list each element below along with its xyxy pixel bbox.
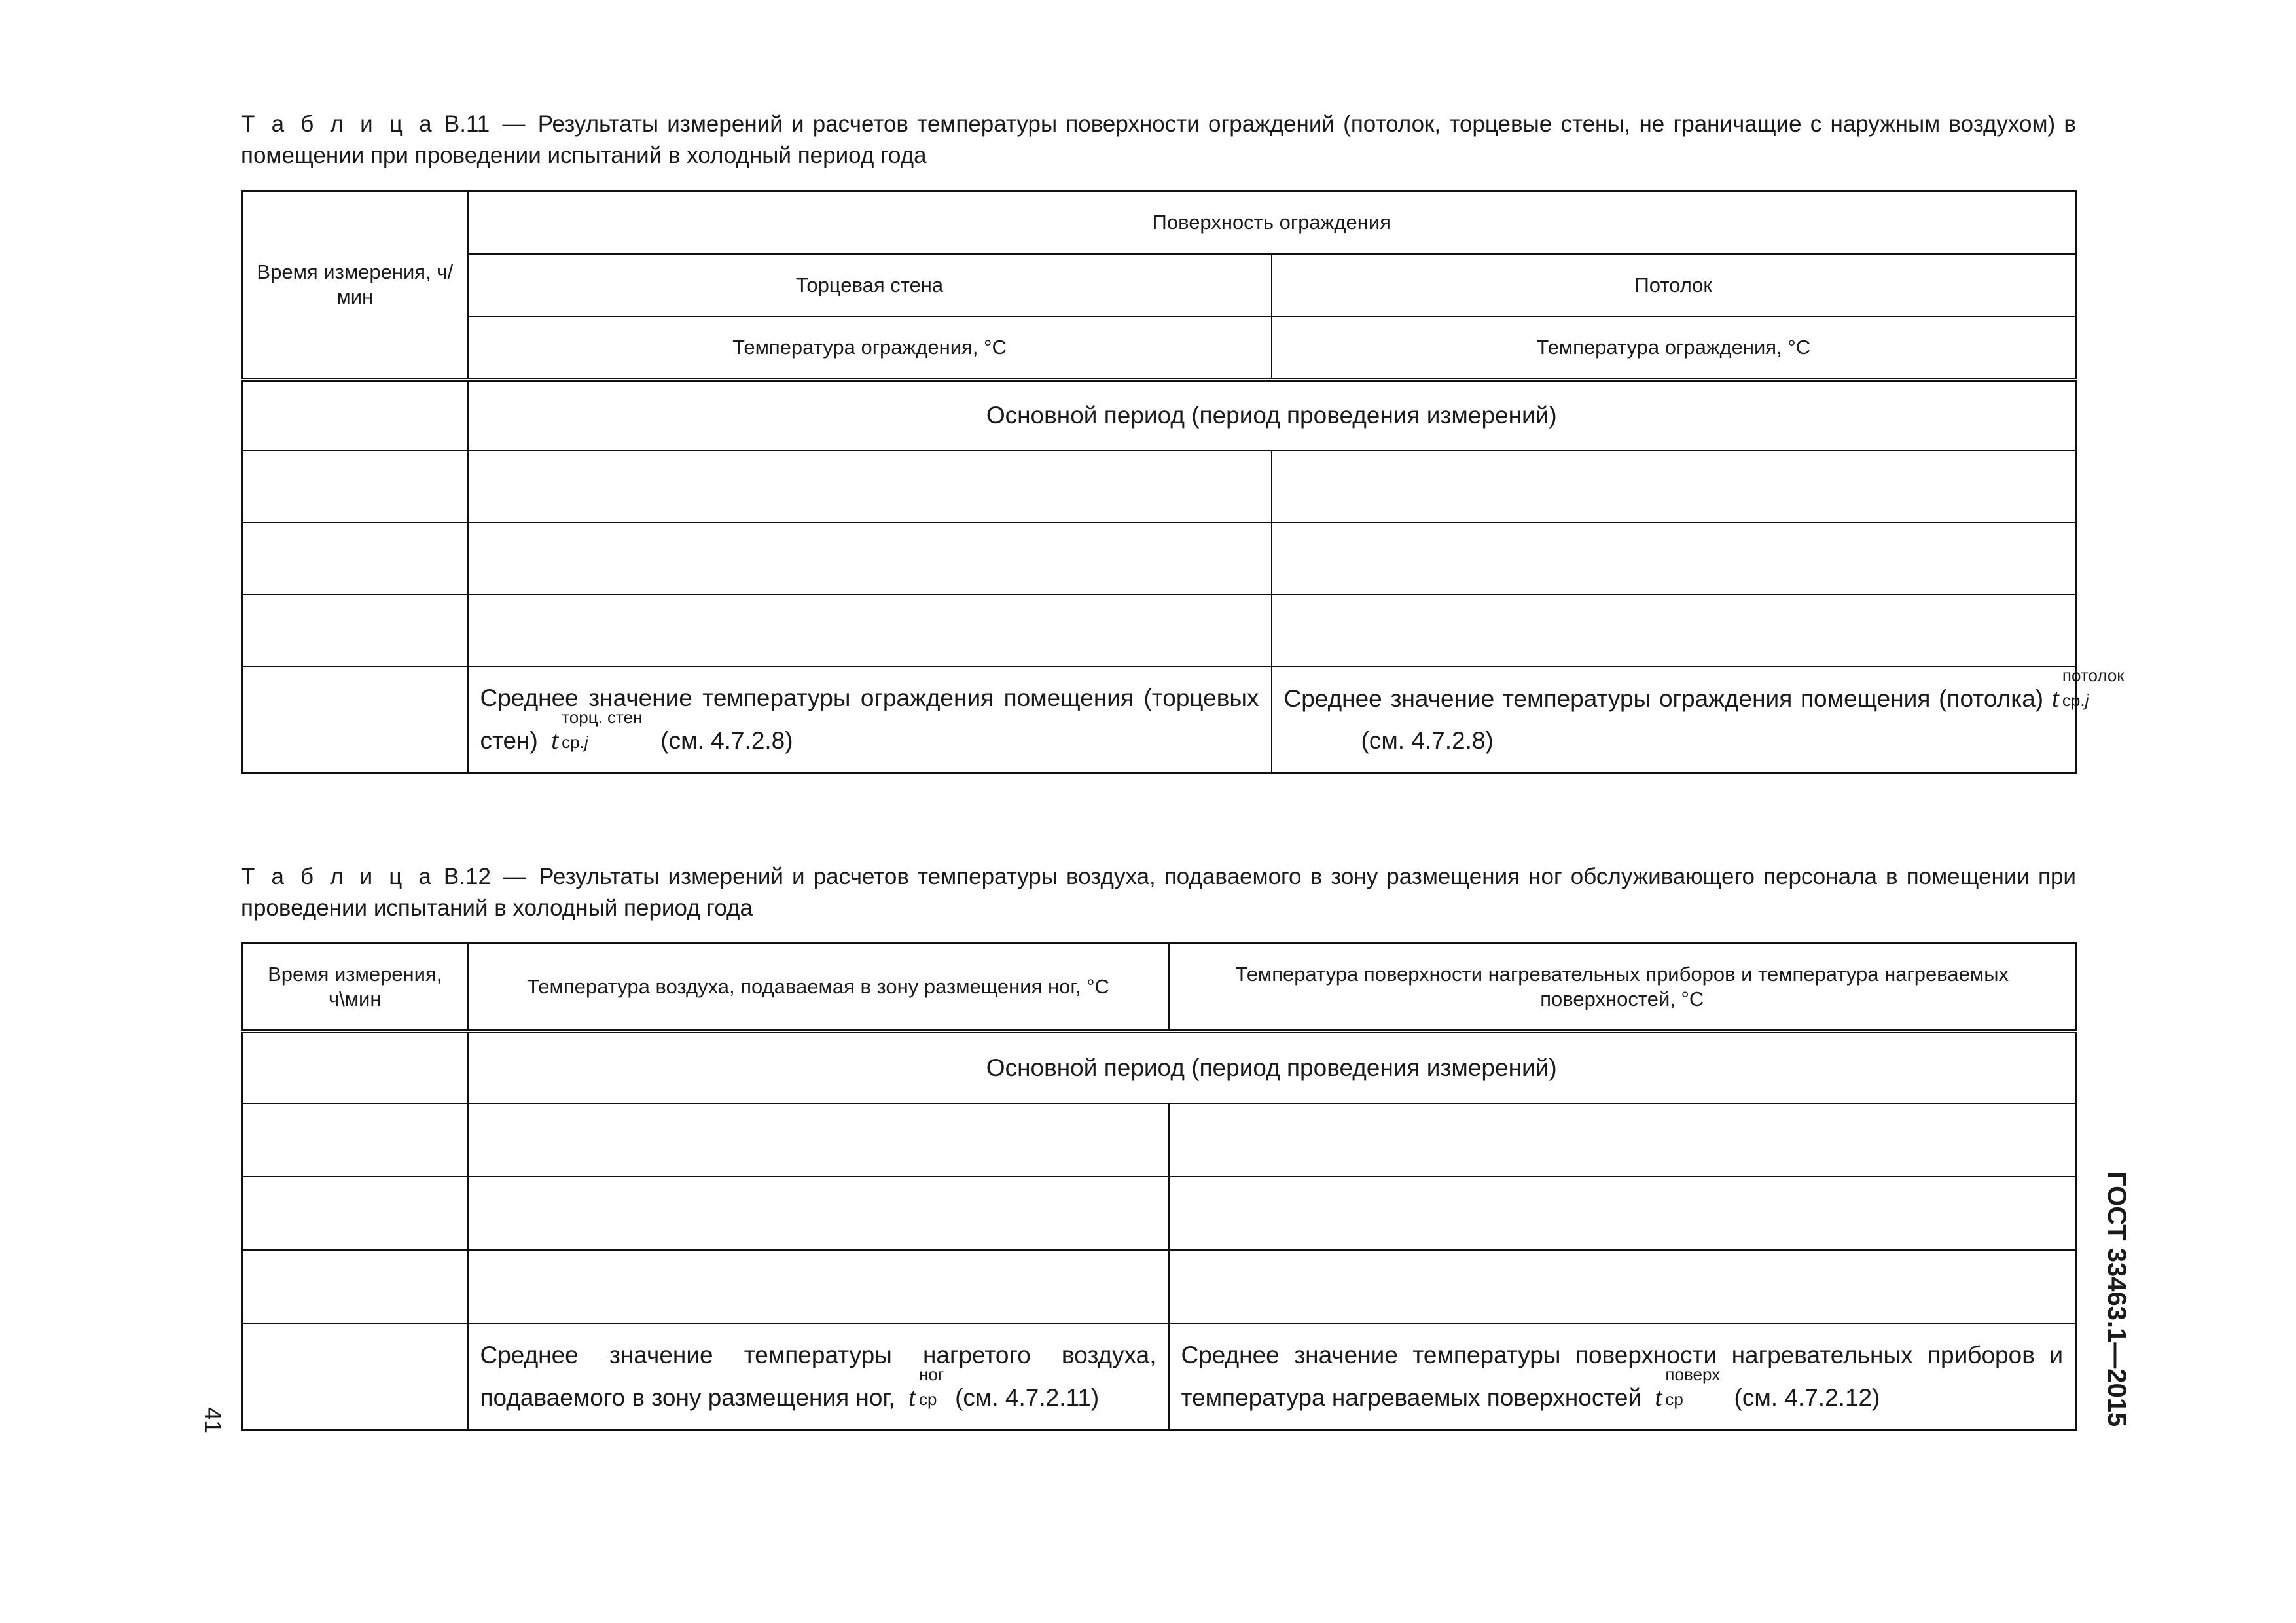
header-surface-temp: Температура поверхности нагревательных приборов и температура нагреваемых поверхностей, °С (1169, 944, 2076, 1031)
table-cell (242, 666, 468, 774)
table-row (242, 450, 2076, 522)
table-cell (1272, 450, 2076, 522)
table-cell (468, 1103, 1169, 1177)
table-row (242, 522, 2076, 594)
table-number: В.12 (443, 864, 491, 889)
avg-wall-text: Среднее значение температуры ограждения помещения (торцевых стен) (480, 684, 1259, 754)
table-cell (1272, 522, 2076, 594)
avg-wall-ref: (см. 4.7.2.8) (660, 726, 793, 754)
avg-wall-cell (468, 666, 1272, 774)
table-cell (242, 450, 468, 522)
avg-ceiling-cell (1272, 665, 2125, 774)
header-time: Время измерения, ч/мин (242, 191, 468, 380)
header-ceiling-temp: Температура ограждения, °С (1272, 317, 2076, 380)
table-cell (468, 594, 1272, 666)
avg-wall-symbol: t торц. стен ср.j (551, 707, 643, 755)
table-cell (1169, 1177, 2076, 1250)
period-label: Основной период (период проведения измерений) (468, 380, 2076, 450)
table-cell (242, 380, 468, 450)
header-air-temp: Температура воздуха, подаваемая в зону размещения ног, °С (468, 944, 1169, 1031)
table-cell (242, 522, 468, 594)
table-cell (1169, 1250, 2076, 1323)
table-cell (468, 1177, 1169, 1250)
avg-ceiling-ref: (см. 4.7.2.8) (1361, 726, 1494, 754)
avg-air-symbol: t ног ср (908, 1364, 944, 1412)
table-cell (242, 1177, 468, 1250)
header-surface: Поверхность ограждения (468, 191, 2076, 254)
avg-surface-text: Среднее значение температуры поверхности нагревательных приборов и температура нагреваемых поверхностей (1181, 1341, 2063, 1411)
table-cell (1169, 1103, 2076, 1177)
avg-air-cell (468, 1323, 1169, 1431)
table-cell (242, 1031, 468, 1103)
table-row (242, 594, 2076, 666)
table-b11 (241, 190, 2125, 774)
table-cell (242, 1250, 468, 1323)
avg-ceiling-symbol: t потолок ср.j (2051, 665, 2125, 713)
table-title: Результаты измерений и расчетов температуры поверхности ограждений (потолок, торцевые стены, не граничащие с наружным воздухом) в помещении при проведении испытаний в холодный период года (241, 111, 2076, 168)
table-label: Т а б л и ц а (241, 111, 436, 137)
table-b11-caption: Т а б л и ц а В.11 — Результаты измерений и расчетов температуры поверхности ограждений (потолок, торцевые стены, не граничащие с наружным воздухом) в помещении при проведении испытаний в холодный период года (241, 111, 2076, 168)
avg-air-text: Среднее значение температуры нагретого воздуха, подаваемого в зону размещения ног, (480, 1341, 1157, 1411)
table-row (242, 1177, 2076, 1250)
avg-surface-cell (1169, 1323, 2076, 1431)
header-ceiling: Потолок (1272, 254, 2076, 317)
avg-ceiling-text: Среднее значение температуры ограждения помещения (потолка) (1283, 685, 2044, 712)
avg-air-ref: (см. 4.7.2.11) (955, 1383, 1100, 1411)
table-cell (1272, 594, 2076, 666)
page-number: 41 (200, 1406, 226, 1434)
table-b12-caption: Т а б л и ц а В.12 — Результаты измерений и расчетов температуры воздуха, подаваемого в зону размещения ног обслуживающего персонала в помещении при проведении испытаний в холодный период года (241, 864, 2076, 921)
avg-surface-symbol: t поверх ср (1655, 1364, 1721, 1412)
header-time: Время измерения, ч\мин (242, 944, 468, 1031)
table-row (242, 1103, 2076, 1177)
table-row (242, 1250, 2076, 1323)
period-label: Основной период (период проведения измерений) (468, 1031, 2076, 1103)
table-b12 (241, 942, 2077, 1431)
table-label: Т а б л и ц а (241, 864, 435, 889)
avg-surface-ref: (см. 4.7.2.12) (1734, 1383, 1880, 1411)
table-cell (468, 450, 1272, 522)
table-cell (242, 1103, 468, 1177)
table-cell (242, 1323, 468, 1431)
header-end-wall: Торцевая стена (468, 254, 1272, 317)
table-cell (242, 594, 468, 666)
table-cell (468, 522, 1272, 594)
table-number: В.11 (444, 111, 490, 137)
document-id: ГОСТ 33463.1—2015 (2102, 1171, 2131, 1427)
table-title: Результаты измерений и расчетов температуры воздуха, подаваемого в зону размещения ног обслуживающего персонала в помещении при проведении испытаний в холодный период года (241, 864, 2076, 921)
header-end-wall-temp: Температура ограждения, °С (468, 317, 1272, 380)
table-cell (468, 1250, 1169, 1323)
